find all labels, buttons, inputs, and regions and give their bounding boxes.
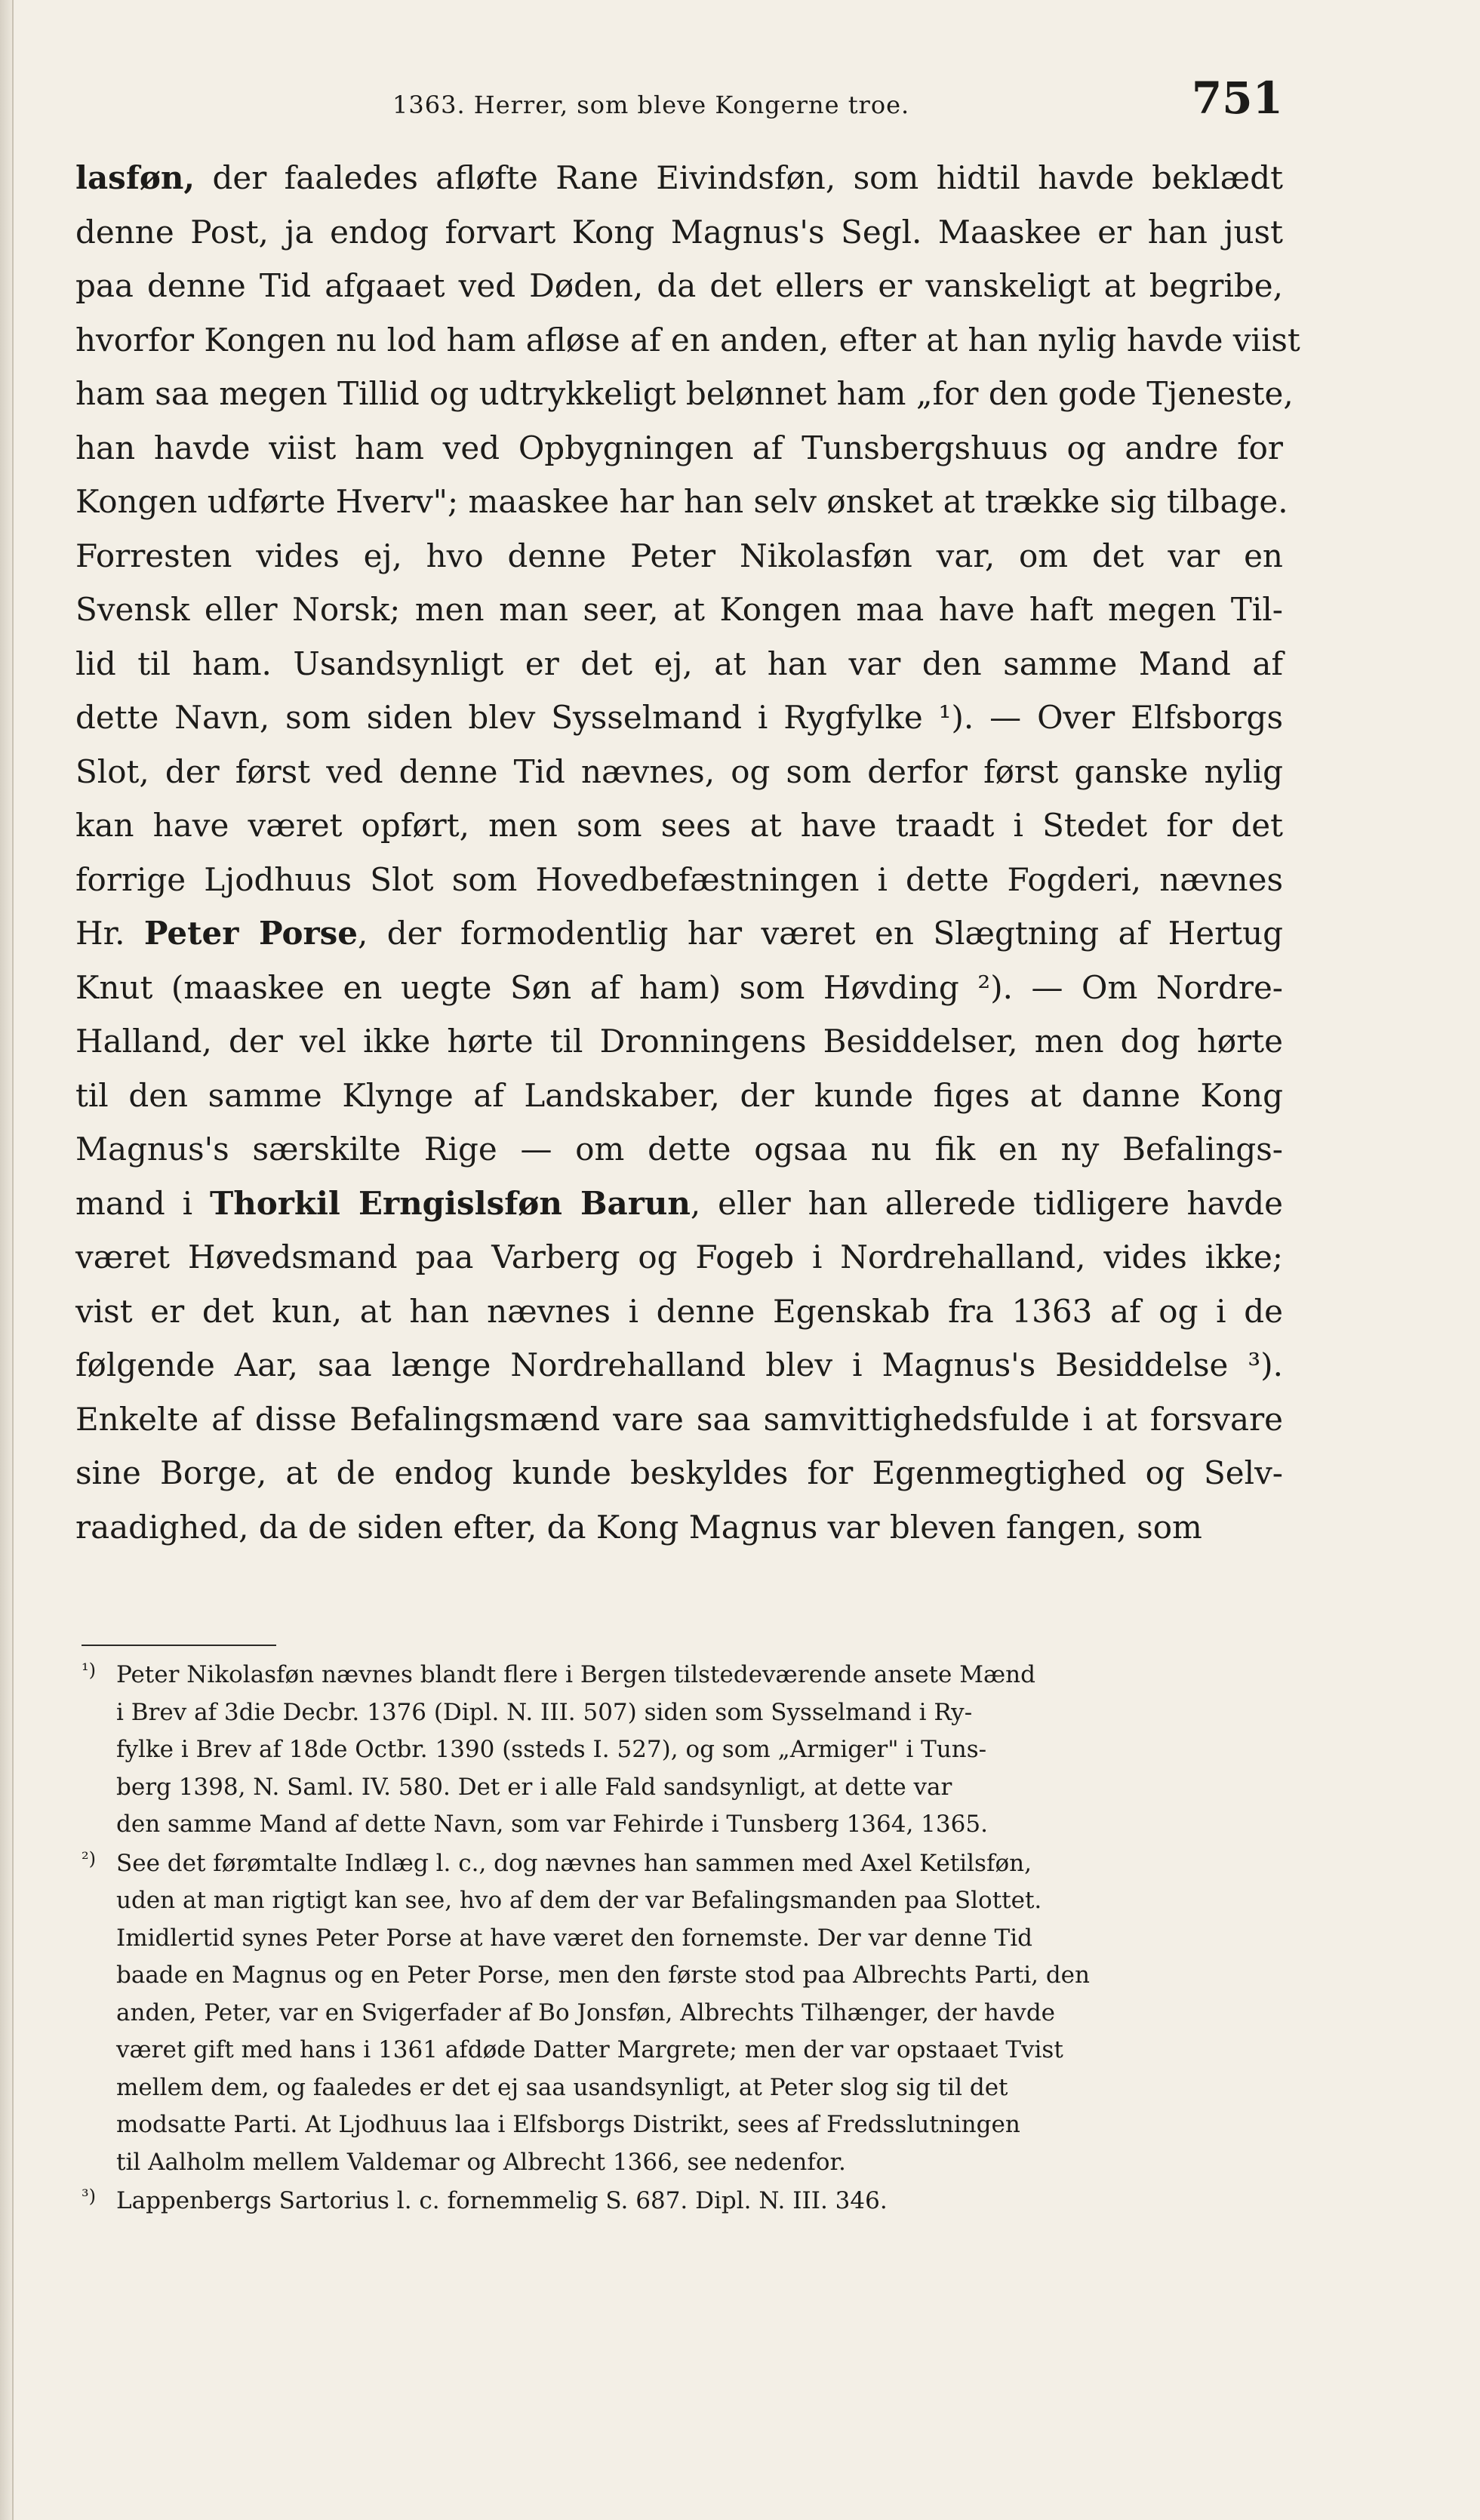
footnote-line: fylke i Brev af 18de Octbr. 1390 (ssteds I. 527), og som „Armiger" i Tuns-	[116, 1736, 987, 1763]
text-line: følgende Aar, saa længe Nordrehalland blev i Magnus's Besiddelse ³).	[75, 1346, 1283, 1383]
emphasized-name: Peter Porse	[143, 915, 358, 952]
text-line: Kongen udførte Hverv"; maaskee har han selv ønsket at trække sig tilbage.	[75, 483, 1288, 520]
footnote	[82, 2183, 1283, 2220]
footnote-line: i Brev af 3die Decbr. 1376 (Dipl. N. III. 507) siden som Sysselmand i Ry-	[116, 1698, 973, 1726]
text-line: til den samme Klynge af Landskaber, der kunde figes at danne Kong	[75, 1076, 1283, 1114]
footnote-line: modsatte Parti. At Ljodhuus laa i Elfsborgs Distrikt, sees af Fredsslutningen	[116, 2111, 1020, 2138]
text-line: forrige Ljodhuus Slot som Hovedbefæstningen i dette Fogderi, nævnes	[75, 860, 1283, 898]
footnote-marker: ¹)	[82, 1660, 96, 1681]
footnote-line: den samme Mand af dette Navn, som var Fehirde i Tunsberg 1364, 1365.	[116, 1811, 988, 1838]
page-number: 751	[1191, 72, 1283, 124]
text-line: sine Borge, at de endog kunde beskyldes for Egenmegtighed og Selv-	[75, 1454, 1283, 1491]
text-line: Slot, der først ved denne Tid nævnes, og som derfor først ganske nylig	[75, 752, 1283, 790]
footnote-separator	[82, 1645, 276, 1646]
footnote-line: til Aalholm mellem Valdemar og Albrecht 1366, see nedenfor.	[116, 2148, 846, 2176]
footnote-line: uden at man rigtigt kan see, hvo af dem der var Befalingsmanden paa Slottet.	[116, 1887, 1042, 1914]
footnotes	[82, 1657, 1283, 2220]
footnote-line: Imidlertid synes Peter Porse at have været den fornemste. Der var denne Tid	[116, 1924, 1032, 1952]
text-line: ham saa megen Tillid og udtrykkeligt belønnet ham „for den gode Tjeneste,	[75, 375, 1294, 412]
text-line: Knut (maaskee en uegte Søn af ham) som Høvding ²). — Om Nordre-	[75, 968, 1283, 1006]
footnote-marker: ²)	[82, 1848, 96, 1869]
footnote-line: See det førømtalte Indlæg l. c., dog nævnes han sammen med Axel Ketilsføn,	[116, 1849, 1032, 1877]
emphasized-name: lasføn,	[75, 159, 195, 196]
footnote	[82, 1845, 1283, 2182]
text-line: Hr. Peter Porse, der formodentlig har været en Slægtning af Hertug	[75, 915, 1284, 952]
text-line: kan have været opført, men som sees at have traadt i Stedet for det	[75, 807, 1283, 844]
footnote	[82, 1657, 1283, 1844]
text-line: Forresten vides ej, hvo denne Peter Nikolasføn var, om det var en	[75, 537, 1283, 574]
text-line: Magnus's særskilte Rige — om dette ogsaa nu fik en ny Befalings-	[75, 1131, 1283, 1168]
emphasized-name: Thorkil Erngislsføn Barun	[209, 1184, 691, 1222]
footnote-line: været gift med hans i 1361 afdøde Datter Margrete; men der var opstaaet Tvist	[116, 2036, 1063, 2063]
text-line: hvorfor Kongen nu lod ham afløse af en anden, efter at han nylig havde viist	[75, 321, 1300, 358]
text-line: lasføn, der faaledes afløfte Rane Eivindsføn, som hidtil havde beklædt	[75, 159, 1283, 196]
text-line: paa denne Tid afgaaet ved Døden, da det ellers er vanskeligt at begribe,	[75, 267, 1283, 304]
page-binding-edge	[0, 0, 14, 2520]
main-text	[75, 151, 1300, 1554]
text-line: mand i Thorkil Erngislsføn Barun, eller han allerede tidligere havde	[75, 1184, 1284, 1222]
footnote-line: anden, Peter, var en Svigerfader af Bo Jonsføn, Albrechts Tilhænger, der havde	[116, 1998, 1056, 2026]
page-header	[75, 72, 1283, 133]
footnote-line: berg 1398, N. Saml. IV. 580. Det er i alle Fald sandsynligt, at dette var	[116, 1773, 952, 1801]
footnote-line: baade en Magnus og en Peter Porse, men den første stod paa Albrechts Parti, den	[116, 1962, 1090, 1989]
text-line: han havde viist ham ved Opbygningen af Tunsbergshuus og andre for	[75, 429, 1283, 466]
text-line: lid til ham. Usandsynligt er det ej, at han var den samme Mand af	[75, 645, 1283, 682]
footnote-line: Lappenbergs Sartorius l. c. fornemmelig S. 687. Dipl. N. III. 346.	[116, 2187, 888, 2214]
text-line: Svensk eller Norsk; men man seer, at Kongen maa have haft megen Til-	[75, 591, 1283, 628]
text-line: denne Post, ja endog forvart Kong Magnus's Segl. Maaskee er han just	[75, 213, 1283, 251]
text-line: Enkelte af disse Befalingsmænd vare saa samvittighedsfulde i at forsvare	[75, 1400, 1283, 1438]
text-line: vist er det kun, at han nævnes i denne Egenskab fra 1363 af og i de	[75, 1292, 1283, 1330]
text-line: raadighed, da de siden efter, da Kong Magnus var bleven fangen, som	[75, 1508, 1202, 1546]
text-line: dette Navn, som siden blev Sysselmand i Rygfylke ¹). — Over Elfsborgs	[75, 699, 1283, 736]
text-line: været Høvedsmand paa Varberg og Fogeb i Nordrehalland, vides ikke;	[75, 1238, 1283, 1275]
running-head: 1363. Herrer, som bleve Kongerne troe.	[392, 91, 910, 119]
footnote-line: Peter Nikolasføn nævnes blandt flere i Bergen tilstedeværende ansete Mænd	[116, 1661, 1035, 1688]
footnote-line: mellem dem, og faaledes er det ej saa usandsynligt, at Peter slog sig til det	[116, 2073, 1008, 2101]
footnote-marker: ³)	[82, 2186, 96, 2207]
text-line: Halland, der vel ikke hørte til Dronningens Besiddelser, men dog hørte	[75, 1023, 1283, 1060]
